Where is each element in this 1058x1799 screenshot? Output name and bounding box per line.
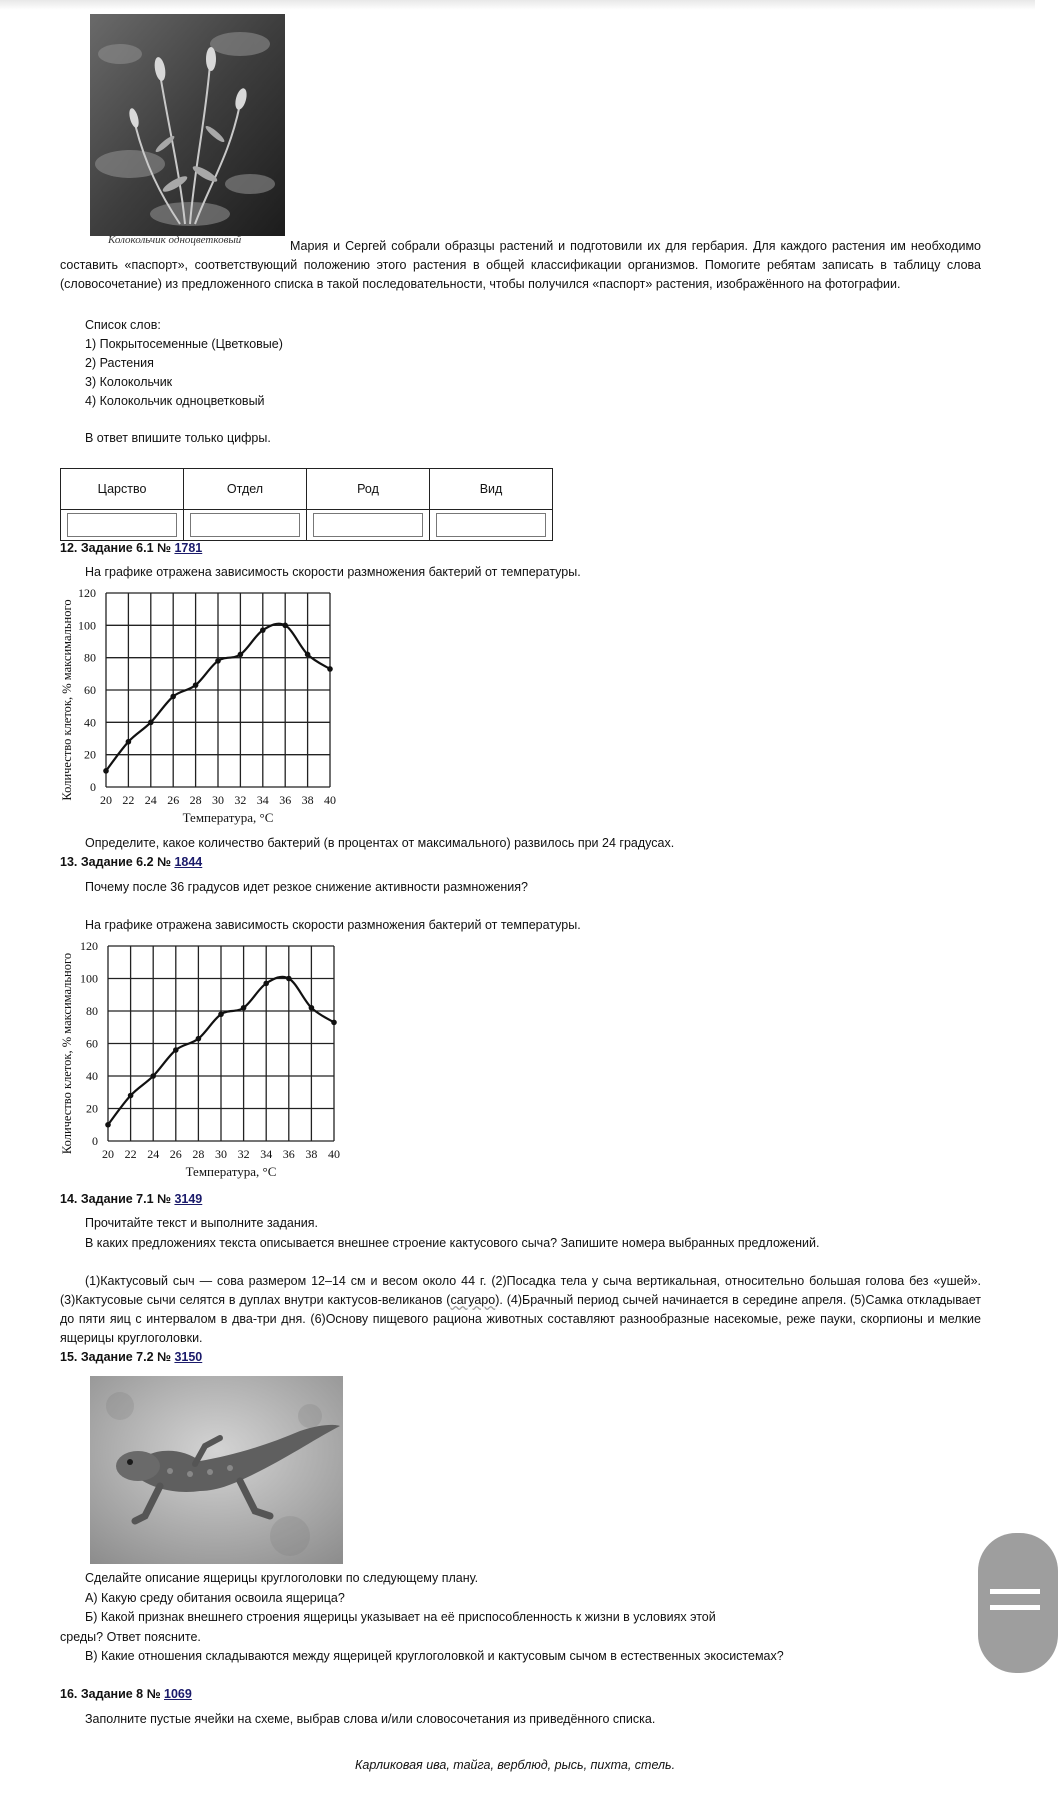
data-point (282, 623, 288, 629)
x-tick-label: 22 (122, 793, 135, 807)
y-tick-label: 0 (90, 780, 96, 794)
passport-table (60, 468, 553, 541)
data-point (286, 976, 292, 982)
x-tick-label: 36 (279, 793, 292, 807)
data-point (103, 768, 109, 774)
task14-link[interactable]: 3149 (174, 1192, 203, 1206)
header-species: Вид (430, 469, 553, 510)
bellflower-photo (90, 14, 285, 236)
menu-icon (990, 1589, 1040, 1594)
x-axis-label: Температура, °C (185, 1164, 277, 1179)
task16-word-list: Карликовая ива, тайга, верблюд, рысь, пихта, стель. (355, 1758, 676, 1772)
x-tick-label: 34 (260, 1147, 273, 1161)
x-tick-label: 30 (212, 793, 224, 807)
task15-text (60, 1569, 784, 1667)
x-tick-label: 24 (144, 793, 157, 807)
task13-link[interactable]: 1844 (174, 855, 203, 869)
task16-text: Заполните пустые ячейки на схеме, выбрав слова и/или словосочетания из приведённого списка. (85, 1712, 656, 1726)
task14-line2: В каких предложениях текста описывается внешнее строение кактусового сыча? Запишите номера выбранных предложений. (85, 1236, 820, 1250)
task12-label: 12. Задание 6.1 № (60, 541, 175, 555)
header-genus: Род (307, 469, 430, 510)
y-tick-label: 120 (80, 939, 98, 953)
x-tick-label: 28 (189, 793, 202, 807)
saguaro-word: сагуаро (450, 1293, 496, 1307)
x-tick-label: 26 (167, 793, 180, 807)
task16-heading (60, 1687, 192, 1701)
x-tick-label: 40 (324, 793, 336, 807)
data-point (150, 1073, 156, 1079)
x-tick-label: 32 (237, 1147, 250, 1161)
data-point (196, 1036, 202, 1042)
header-kingdom: Царство (61, 469, 184, 510)
data-point (105, 1122, 111, 1128)
data-point (170, 694, 176, 700)
x-axis-label: Температура, °C (182, 810, 274, 825)
data-point (215, 658, 221, 664)
top-shadow (0, 0, 1035, 10)
x-tick-label: 34 (256, 793, 269, 807)
x-tick-label: 38 (301, 793, 314, 807)
data-point (309, 1005, 315, 1011)
division-input[interactable] (190, 513, 300, 537)
task15-line5: В) Какие отношения складываются между ящерицей круглоголовкой и кактусовым сычом в естественных экосистемах? (85, 1649, 784, 1663)
kingdom-input[interactable] (67, 513, 177, 537)
task12-text: На графике отражена зависимость скорости размножения бактерий от температуры. (85, 565, 581, 579)
y-tick-label: 20 (86, 1101, 98, 1116)
word-list-title: Список слов: (85, 318, 161, 332)
x-tick-label: 20 (100, 793, 112, 807)
y-tick-label: 120 (78, 586, 96, 600)
task12-link[interactable]: 1781 (174, 541, 203, 555)
side-menu-button[interactable] (978, 1533, 1058, 1673)
task15-line4: среды? Ответ поясните. (60, 1629, 201, 1644)
data-point (331, 1020, 337, 1026)
y-tick-label: 100 (80, 971, 98, 986)
photo-caption: Колокольчик одноцветковый (108, 234, 242, 246)
y-axis-label: Количество клеток, % максимального (60, 952, 74, 1155)
y-tick-label: 60 (86, 1036, 98, 1051)
task13-text: На графике отражена зависимость скорости размножения бактерий от температуры. (85, 918, 581, 932)
task15-line1: Сделайте описание ящерицы круглоголовки по следующему плану. (85, 1571, 479, 1585)
task13-question: Почему после 36 градусов идет резкое снижение активности размножения? (85, 880, 529, 894)
data-point (327, 666, 333, 672)
task14-passage: (1)Кактусовый сыч — сова размером 12–14 см и весом около 44 г. (2)Посадка тела у сыча вертикальная, относительно большая голова без «ушей». (3)Кактусовые сычи селятся в дуплах внутри кактусов-великанов (сагуаро). (4)Брачный период сычей начинается в середине апреля. (5)Самка откладывает до пяти яиц с интервалом в два-три дня. (6)Основу пищевого рациона животных составляют разнообразные насекомые, реже пауки, скорпионы и мелкие ящерицы круглоголовки. (60, 1274, 982, 1345)
task12-heading (60, 541, 202, 555)
x-tick-label: 32 (234, 793, 247, 807)
task16-link[interactable]: 1069 (164, 1687, 192, 1701)
species-input[interactable] (436, 513, 546, 537)
word-list (85, 316, 283, 411)
word-list-item: 4) Колокольчик одноцветковый (85, 394, 265, 408)
y-tick-label: 60 (84, 683, 96, 697)
data-point (126, 739, 132, 745)
y-tick-label: 100 (78, 618, 96, 633)
task14-line1: Прочитайте текст и выполните задания. (85, 1216, 319, 1230)
chart-bacteria-1 (62, 585, 392, 835)
header-division: Отдел (184, 469, 307, 510)
task12-question: Определите, какое количество бактерий (в процентах от максимального) развилось при 24 градусах. (85, 836, 675, 850)
x-tick-label: 22 (124, 1147, 137, 1161)
y-axis-label: Количество клеток, % максимального (60, 599, 74, 801)
chart-bacteria-2 (62, 938, 397, 1190)
data-point (238, 652, 244, 658)
lizard-photo (90, 1376, 343, 1564)
x-tick-label: 28 (192, 1147, 205, 1161)
x-tick-label: 30 (215, 1147, 227, 1161)
y-tick-label: 40 (84, 715, 96, 730)
data-point (218, 1011, 224, 1017)
y-tick-label: 80 (86, 1004, 98, 1018)
word-list-item: 2) Растения (85, 356, 154, 370)
task13-heading (60, 855, 202, 869)
data-point (305, 652, 311, 658)
y-tick-label: 40 (86, 1069, 98, 1083)
data-point (263, 981, 269, 987)
data-point (148, 720, 154, 726)
task14-heading (60, 1192, 202, 1206)
task11-intro: Мария и Сергей собрали образцы растений и подготовили их для гербария. Для каждого растения им необходимо составить «паспорт», соответствующий положению этого растения в общей классификации организмов. Помогите ребятам записать в таблицу слова (словосочетание) из предложенного списка в такой последовательности, чтобы получился «паспорт» растения, изображённого на фотографии. (60, 239, 981, 291)
task13-label: 13. Задание 6.2 № (60, 855, 175, 869)
genus-input[interactable] (313, 513, 423, 537)
data-point (241, 1005, 247, 1011)
task15-heading (60, 1350, 202, 1364)
word-list-item: 3) Колокольчик (85, 375, 173, 389)
x-tick-label: 38 (305, 1147, 318, 1161)
x-tick-label: 20 (102, 1147, 114, 1161)
task14-label: 14. Задание 7.1 № (60, 1192, 175, 1206)
task16-label: 16. Задание 8 № (60, 1687, 165, 1701)
y-tick-label: 20 (84, 747, 96, 762)
x-tick-label: 24 (147, 1147, 160, 1161)
answer-note: В ответ впишите только цифры. (85, 431, 271, 445)
data-point (260, 627, 266, 633)
task15-line2: А) Какую среду обитания освоила ящерица? (85, 1590, 345, 1605)
task15-link[interactable]: 3150 (174, 1350, 203, 1364)
y-tick-label: 80 (84, 650, 96, 665)
x-tick-label: 40 (328, 1147, 340, 1161)
data-point (128, 1093, 134, 1099)
x-tick-label: 36 (282, 1147, 295, 1161)
task15-label: 15. Задание 7.2 № (60, 1350, 175, 1364)
data-point (193, 682, 199, 688)
x-tick-label: 26 (169, 1147, 182, 1161)
data-point (173, 1047, 179, 1053)
y-tick-label: 0 (92, 1134, 98, 1148)
task15-line3: Б) Какой признак внешнего строения ящерицы указывает на её приспособленность к жизни в условиях этой (85, 1610, 716, 1624)
word-list-item: 1) Покрытосеменные (Цветковые) (85, 337, 283, 351)
